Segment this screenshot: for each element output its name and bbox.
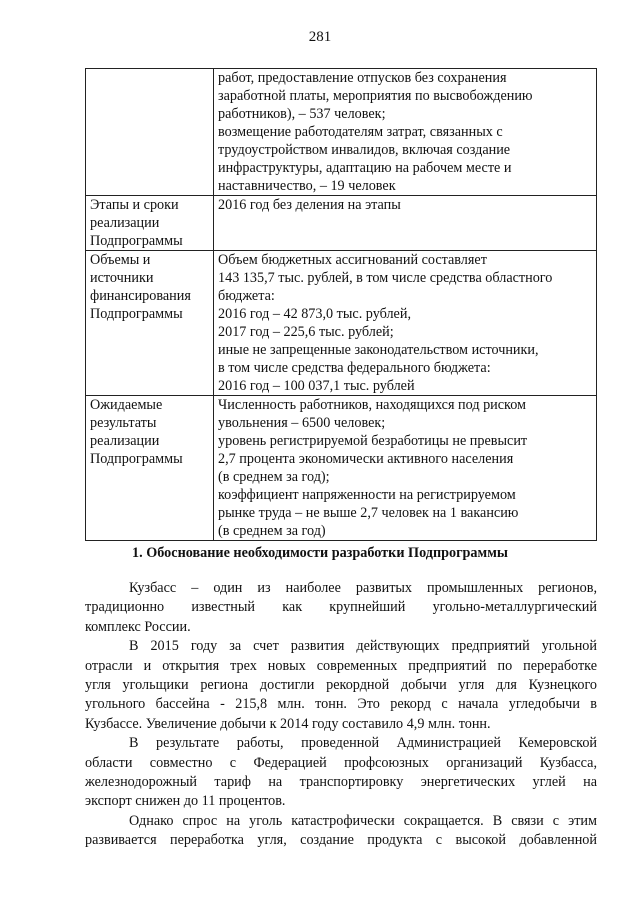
text-line: возмещение работодателям затрат, связанных с xyxy=(218,124,503,140)
text-line: иные не запрещенные законодательством источники, xyxy=(218,342,539,358)
section-heading: 1. Обоснование необходимости разработки Подпрограммы xyxy=(132,545,508,561)
text-line: работ, предоставление отпусков без сохранения xyxy=(218,70,507,86)
text-line: в том числе средства федерального бюджета: xyxy=(218,360,491,376)
table-row xyxy=(86,69,597,196)
text-line: 2016 год – 42 873,0 тыс. рублей, xyxy=(218,306,411,322)
text-line: источники xyxy=(90,270,154,286)
paragraph-line: Однако спрос на уголь катастрофически сокращается. В связи с этим xyxy=(129,812,597,829)
paragraph-line: угля угольщики региона достигли рекордной добычи угля для Кузнецкого xyxy=(85,677,597,694)
table-row xyxy=(86,196,597,251)
paragraph-line: угольного бассейна - 215,8 млн. тонн. Это рекорд с начала угледобычи в xyxy=(85,696,597,713)
text-line: Подпрограммы xyxy=(90,233,183,249)
body-text xyxy=(85,579,597,851)
page-number: 281 xyxy=(308,29,332,45)
paragraph-line: Кузбассе. Увеличение добычи к 2014 году составило 4,9 млн. тонн. xyxy=(85,715,491,732)
row-label-cell xyxy=(86,396,214,541)
text-line: Объем бюджетных ассигнований составляет xyxy=(218,252,487,268)
row-content-cell xyxy=(214,196,597,251)
text-line: Численность работников, находящихся под риском xyxy=(218,397,527,413)
paragraph-line: Кузбасс – один из наиболее развитых промышленных регионов, xyxy=(129,580,597,596)
text-line: бюджета: xyxy=(218,288,275,304)
text-line: (в среднем за год); xyxy=(218,469,330,485)
text-line: 2016 год без деления на этапы xyxy=(218,197,401,213)
text-line: Ожидаемые xyxy=(90,397,163,413)
text-line: 143 135,7 тыс. рублей, в том числе средства областного xyxy=(218,270,553,286)
paragraph-line: области совместно с Федерацией профсоюзных организаций Кузбасса, xyxy=(85,754,597,771)
text-line: реализации xyxy=(90,433,160,449)
text-line: результаты xyxy=(90,415,157,431)
paragraph-line: традиционно известный как крупнейший угольно-металлургический xyxy=(85,599,597,616)
row-label-cell xyxy=(86,251,214,396)
row-content-cell xyxy=(214,251,597,396)
text-line: коэффициент напряженности на регистрируемом xyxy=(218,487,516,503)
paragraph xyxy=(85,812,597,851)
paragraph xyxy=(85,734,597,812)
text-line: финансирования xyxy=(90,288,191,304)
paragraph-line: В результате работы, проведенной Администрацией Кемеровской xyxy=(129,735,597,752)
table-row xyxy=(86,396,597,541)
row-content-cell xyxy=(214,69,597,196)
text-line: Подпрограммы xyxy=(90,451,183,467)
text-line: инфраструктуры, адаптацию на рабочем месте и xyxy=(218,160,512,176)
row-content-cell xyxy=(214,396,597,541)
text-line: реализации xyxy=(90,215,160,231)
text-line: увольнения – 6500 человек; xyxy=(218,415,386,431)
paragraph-line: В 2015 году за счет развития действующих предприятий угольной xyxy=(129,638,597,655)
paragraph-line: комплекс России. xyxy=(85,618,191,635)
row-label-cell xyxy=(86,69,214,196)
text-line: 2016 год – 100 037,1 тыс. рублей xyxy=(218,378,415,394)
table-row xyxy=(86,251,597,396)
paragraph-line: развивается переработка угля, создание продукта с высокой добавленной xyxy=(85,832,597,849)
text-line: работников), – 537 человек; xyxy=(218,106,386,122)
text-line: Объемы и xyxy=(90,252,151,268)
row-label-cell xyxy=(86,196,214,251)
text-line: уровень регистрируемой безработицы не превысит xyxy=(218,433,528,449)
text-line: наставничество, – 19 человек xyxy=(218,178,396,194)
subprogram-passport-table xyxy=(85,68,597,541)
paragraph-line: железнодорожный тариф на транспортировку энергетических углей на xyxy=(85,774,597,791)
text-line: Подпрограммы xyxy=(90,306,183,322)
text-line: трудоустройством инвалидов, включая создание xyxy=(218,142,511,158)
text-line: 2,7 процента экономически активного населения xyxy=(218,451,514,467)
paragraph xyxy=(85,637,597,734)
text-line: Этапы и сроки xyxy=(90,197,179,213)
paragraph xyxy=(85,579,597,637)
text-line: рынке труда – не выше 2,7 человек на 1 вакансию xyxy=(218,505,519,521)
text-line: 2017 год – 225,6 тыс. рублей; xyxy=(218,324,394,340)
paragraph-line: отрасли и открытия трех новых современных предприятий по переработке xyxy=(85,657,597,674)
text-line: заработной платы, мероприятия по высвобождению xyxy=(218,88,533,104)
paragraph-line: экспорт снижен до 11 процентов. xyxy=(85,793,286,810)
text-line: (в среднем за год) xyxy=(218,523,326,539)
